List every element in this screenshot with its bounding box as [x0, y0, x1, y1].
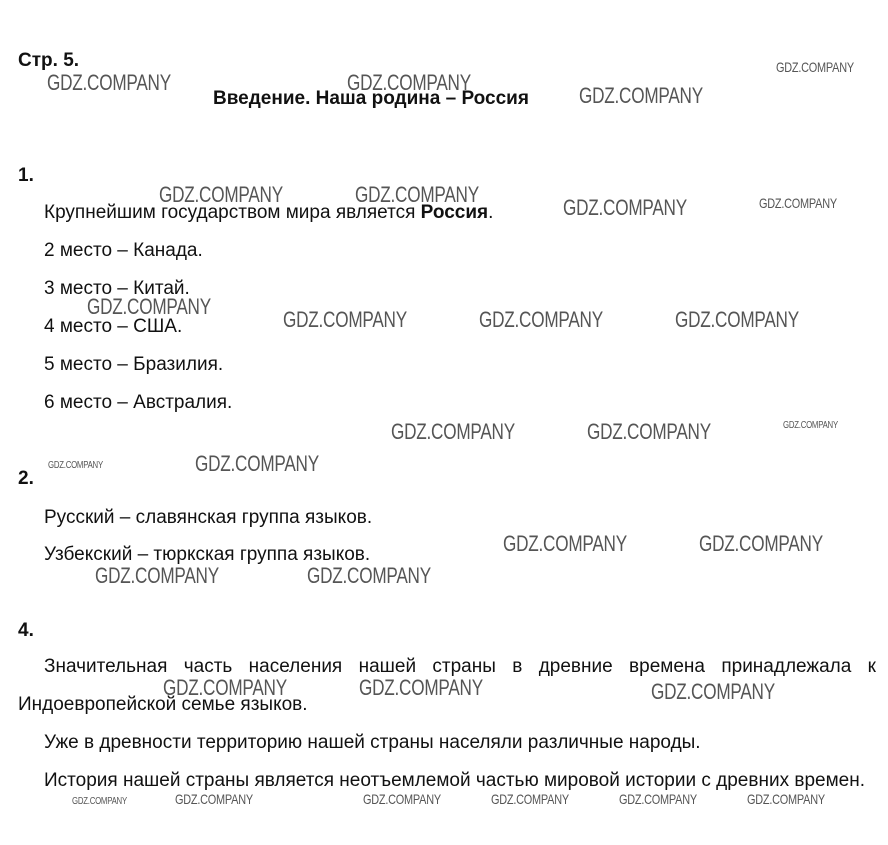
task1-intro-bold: Россия [420, 202, 489, 223]
task-number-2: 2. [18, 468, 34, 489]
watermark: GDZ.COMPANY [675, 307, 799, 332]
watermark: GDZ.COMPANY [776, 59, 854, 75]
task-number-4: 4. [18, 620, 34, 641]
watermark: GDZ.COMPANY [72, 796, 127, 807]
watermark: GDZ.COMPANY [48, 460, 103, 471]
watermark: GDZ.COMPANY [163, 675, 287, 700]
watermark: GDZ.COMPANY [479, 307, 603, 332]
watermark: GDZ.COMPANY [391, 419, 515, 444]
watermark: GDZ.COMPANY [759, 195, 837, 211]
task4-paragraph: История нашей страны является неотъемлемой частью мировой истории с древних времен. [44, 770, 865, 791]
watermark: GDZ.COMPANY [579, 83, 703, 108]
task4-paragraph: Значительная часть населения нашей страны в древние времена принадлежала к Индоевропейской семье языков. [18, 656, 876, 715]
watermark: GDZ.COMPANY [347, 70, 471, 95]
watermark: GDZ.COMPANY [363, 791, 441, 807]
watermark: GDZ.COMPANY [175, 791, 253, 807]
watermark: GDZ.COMPANY [95, 563, 219, 588]
watermark: GDZ.COMPANY [159, 182, 283, 207]
section-title: Введение. Наша родина – Россия [213, 88, 529, 109]
task1-item: 2 место – Канада. [44, 240, 203, 261]
watermark: GDZ.COMPANY [563, 195, 687, 220]
watermark: GDZ.COMPANY [355, 182, 479, 207]
task1-item: 3 место – Китай. [44, 278, 190, 299]
task1-item: 4 место – США. [44, 316, 183, 337]
watermark: GDZ.COMPANY [651, 679, 775, 704]
watermark: GDZ.COMPANY [783, 420, 838, 431]
watermark: GDZ.COMPANY [47, 70, 171, 95]
task1-item: 6 место – Австралия. [44, 392, 233, 413]
watermark: GDZ.COMPANY [699, 531, 823, 556]
task1-intro-end: . [488, 202, 494, 223]
watermark: GDZ.COMPANY [503, 531, 627, 556]
watermark: GDZ.COMPANY [587, 419, 711, 444]
task-number-1: 1. [18, 165, 34, 186]
watermark: GDZ.COMPANY [747, 791, 825, 807]
task1-intro-text: Крупнейшим государством мира является [44, 202, 421, 223]
task2-item: Узбекский – тюркская группа языков. [44, 544, 371, 565]
watermark: GDZ.COMPANY [195, 451, 319, 476]
watermark: GDZ.COMPANY [359, 675, 483, 700]
task4-paragraph: Уже в древности территорию нашей страны населяли различные народы. [44, 732, 701, 753]
watermark: GDZ.COMPANY [619, 791, 697, 807]
task2-item: Русский – славянская группа языков. [44, 507, 373, 528]
watermark: GDZ.COMPANY [307, 563, 431, 588]
task1-item: 5 место – Бразилия. [44, 354, 224, 375]
watermark: GDZ.COMPANY [87, 294, 211, 319]
watermark: GDZ.COMPANY [491, 791, 569, 807]
page-number-label: Стр. 5. [18, 50, 80, 71]
watermark: GDZ.COMPANY [283, 307, 407, 332]
